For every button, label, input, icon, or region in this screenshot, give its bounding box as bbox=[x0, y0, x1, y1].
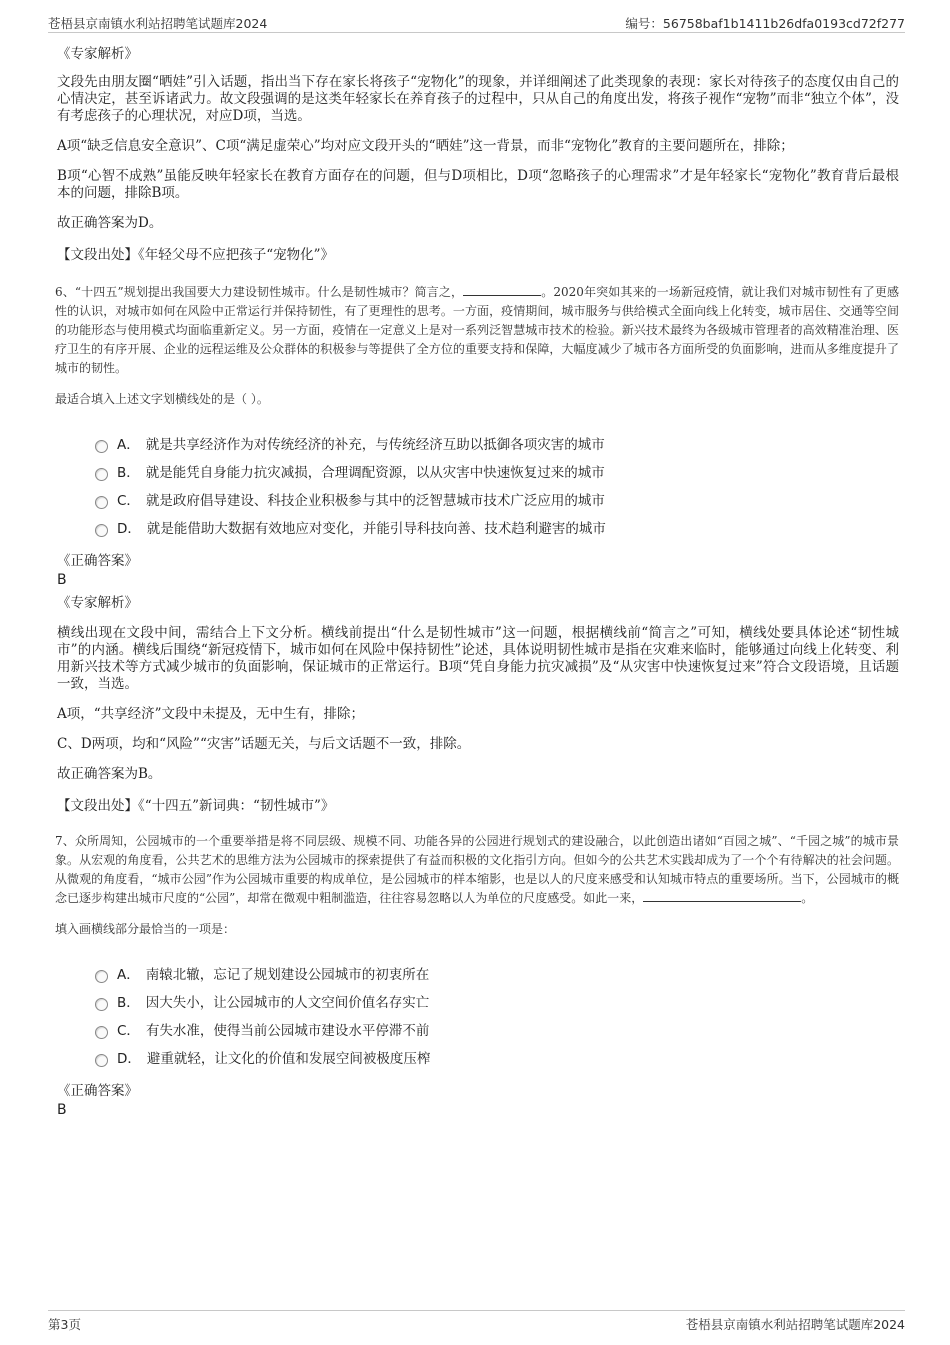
q5-analysis-p2: A项“缺乏信息安全意识”、C项“满足虚荣心”均对应文段开头的“晒娃”这一背景，而非“宠物化”教育的主要问题所在，排除； bbox=[57, 138, 794, 154]
q6-analysis-p1: 横线出现在文段中间，需结合上下文分析。横线前提出“什么是韧性城市”这一问题，根据横线前“简言之”可知，横线处要具体论述“韧性城市”的内涵。横线后围绕“新冠疫情下，城市如何在风险中保持韧性”论述，具体说明韧性城市是指在灾难来临时，能够通过向线上化转变、利用新兴技术等方式减少城市的负面影响，保证城市的正常运行。B项“凭自身能力抗灾减损”及“从灾害中快速恢复过来”符合文段语境，且话题一致，当选。 bbox=[57, 625, 899, 692]
q7-text-after: 。 bbox=[801, 891, 814, 905]
q6-question-text bbox=[55, 283, 899, 378]
option-letter: D． bbox=[117, 521, 141, 537]
q7-blank bbox=[643, 889, 801, 902]
option-letter: B． bbox=[117, 995, 140, 1011]
q6-option-d[interactable] bbox=[95, 513, 899, 541]
option-letter: C． bbox=[117, 1023, 140, 1039]
q7-option-c[interactable] bbox=[95, 1015, 899, 1043]
option-letter: A． bbox=[117, 437, 140, 453]
q7-option-b[interactable] bbox=[95, 987, 899, 1015]
header-title: 苍梧县京南镇水利站招聘笔试题库2024 bbox=[48, 16, 268, 31]
q6-text-after: 。2020年突如其来的一场新冠疫情，就让我们对城市韧性有了更感性的认识，对城市如何在风险中正常运行并保持韧性，有了更理性的思考。一方面，疫情期间，城市服务与供给模式全面向线上化转变，城市居住、交通等空间的功能形态与使用模式均面临重新定义。另一方面，疫情在一定意义上是对一系列泛智慧城市技术的检验。新兴技术最终为各级城市管理者的高效精准治理、医疗卫生的有序开展、企业的远程运维及公众群体的积极参与等提供了全方位的重要支持和保障，大幅度减少了城市各方面所受的负面影响，进而从多维度提升了城市的韧性。 bbox=[55, 285, 899, 375]
header-code-value: 56758baf1b1411b26dfa0193cd72f277 bbox=[662, 16, 905, 31]
q6-option-b[interactable] bbox=[95, 457, 899, 485]
radio-icon[interactable] bbox=[95, 496, 108, 509]
q6-answer: B bbox=[57, 572, 67, 588]
option-text: 就是能借助大数据有效地应对变化，并能引导科技向善、技术趋利避害的城市 bbox=[146, 521, 606, 537]
option-text: 南辕北辙，忘记了规划建设公园城市的初衷所在 bbox=[145, 967, 430, 983]
radio-icon[interactable] bbox=[95, 1054, 108, 1067]
radio-icon[interactable] bbox=[95, 524, 108, 537]
footer-page-number: 第3页 bbox=[48, 1317, 81, 1332]
option-letter: D． bbox=[117, 1051, 141, 1067]
footer-title: 苍梧县京南镇水利站招聘笔试题库2024 bbox=[685, 1317, 905, 1332]
q7-options bbox=[95, 959, 899, 1071]
radio-icon[interactable] bbox=[95, 440, 108, 453]
q7-prompt: 填入画横线部分最恰当的一项是： bbox=[55, 922, 236, 936]
q5-analysis-p1: 文段先由朋友圈“晒娃”引入话题，指出当下存在家长将孩子“宠物化”的现象，并详细阐述了此类现象的表现：家长对待孩子的态度仅由自己的心情决定，甚至诉诸武力。故文段强调的是这类年轻家长在养育孩子的过程中，只从自己的角度出发，将孩子视作“宠物”而非“独立个体”，没有考虑孩子的心理状况，对应D项，当选。 bbox=[57, 74, 899, 124]
q5-source: 【文段出处】《年轻父母不应把孩子“宠物化”》 bbox=[57, 247, 335, 263]
q6-option-a[interactable] bbox=[95, 429, 899, 457]
q6-answer-label: 《正确答案》 bbox=[57, 553, 138, 569]
radio-icon[interactable] bbox=[95, 468, 108, 481]
radio-icon[interactable] bbox=[95, 998, 108, 1011]
q6-options bbox=[95, 429, 899, 541]
option-text: 就是能凭自身能力抗灾减损，合理调配资源，以从灾害中快速恢复过来的城市 bbox=[145, 465, 605, 481]
page-footer bbox=[48, 1310, 905, 1335]
q6-analysis-p3: C、D两项，均和“风险”“灾害”话题无关，与后文话题不一致，排除。 bbox=[57, 736, 471, 752]
q6-blank bbox=[463, 283, 541, 296]
q7-text-before: 7、众所周知，公园城市的一个重要举措是将不同层级、规模不同、功能各异的公园进行规划式的建设融合，以此创造出诸如“百园之城”、“千园之城”的城市景象。从宏观的角度看，公共艺术的思维方法为公园城市的探索提供了有益而积极的文化指引方向。但如今的公共艺术实践却成为了一个个有待解决的社会问题。从微观的角度看，“城市公园”作为公园城市重要的构成单位，是公园城市的样本缩影，也是以人的尺度来感受和认知城市特点的重要场所。当下，公园城市的概念已逐步构建出城市尺度的“公园”，却常在微观中粗制滥造，往往容易忽略以人为单位的尺度感受。如此一来， bbox=[55, 834, 899, 905]
q7-answer: B bbox=[57, 1102, 67, 1118]
q6-text-before: 6、“十四五”规划提出我国要大力建设韧性城市。什么是韧性城市？简言之， bbox=[55, 285, 464, 299]
q5-analysis-label: 《专家解析》 bbox=[57, 46, 138, 62]
q7-option-d[interactable] bbox=[95, 1043, 899, 1071]
option-text: 因大失小，让公园城市的人文空间价值名存实亡 bbox=[145, 995, 430, 1011]
q6-source: 【文段出处】《“十四五”新词典：“韧性城市”》 bbox=[57, 798, 335, 814]
header-code bbox=[625, 14, 905, 32]
option-text: 就是共享经济作为对传统经济的补充，与传统经济互助以抵御各项灾害的城市 bbox=[145, 437, 605, 453]
q7-question-text bbox=[55, 832, 899, 908]
page-content bbox=[57, 44, 899, 1123]
q7-answer-label: 《正确答案》 bbox=[57, 1083, 138, 1099]
q5-analysis-p3: B项“心智不成熟”虽能反映年轻家长在教育方面存在的问题，但与D项相比，D项“忽略孩子的心理需求”才是年轻家长“宠物化”教育背后最根本的问题，排除B项。 bbox=[57, 168, 899, 201]
page-header bbox=[48, 10, 905, 33]
option-text: 有失水准，使得当前公园城市建设水平停滞不前 bbox=[145, 1023, 430, 1039]
q6-analysis-p4: 故正确答案为B。 bbox=[57, 766, 162, 782]
q6-prompt: 最适合填入上述文字划横线处的是（ ）。 bbox=[55, 392, 269, 406]
q6-analysis-label: 《专家解析》 bbox=[57, 595, 138, 611]
option-letter: A． bbox=[117, 967, 140, 983]
option-text: 就是政府倡导建设、科技企业积极参与其中的泛智慧城市技术广泛应用的城市 bbox=[145, 493, 605, 509]
radio-icon[interactable] bbox=[95, 970, 108, 983]
option-letter: C． bbox=[117, 493, 140, 509]
q6-analysis-p2: A项，“共享经济”文段中未提及，无中生有，排除； bbox=[57, 706, 365, 722]
option-text: 避重就轻，让文化的价值和发展空间被极度压榨 bbox=[146, 1051, 431, 1067]
radio-icon[interactable] bbox=[95, 1026, 108, 1039]
q6-option-c[interactable] bbox=[95, 485, 899, 513]
q5-analysis-p4: 故正确答案为D。 bbox=[57, 215, 163, 231]
option-letter: B． bbox=[117, 465, 140, 481]
q7-option-a[interactable] bbox=[95, 959, 899, 987]
header-code-label: 编号： bbox=[625, 16, 663, 31]
